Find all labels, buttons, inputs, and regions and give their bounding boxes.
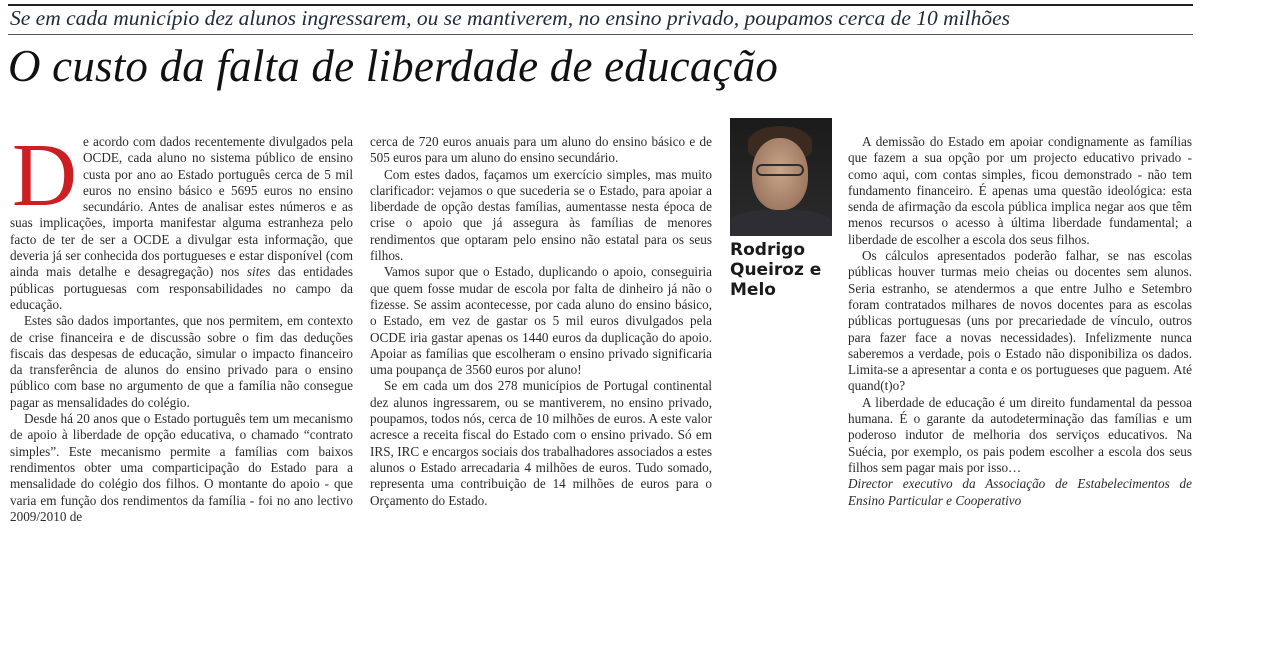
kicker-divider	[8, 34, 1193, 35]
paragraph: Se em cada um dos 278 municípios de Portugal continental dez alunos ingressarem, ou se mantiverem, no ensino privado, poupamos, todos nós, cerca de 10 milhões de euros. A este valor acresce a receita fiscal do Estado com o ensino privado. Só em IRS, IRC e encargos sociais dos trabalhadores associados a estes alunos o Estado arrecadaria 4 milhões de euros. Tudo somado, representa uma contribuição de 14 milhões de euros para o Orçamento do Estado.	[370, 378, 712, 508]
paragraph: Com estes dados, façamos um exercício simples, mas muito clarificador: vejamos o que sucederia se o Estado, para apoiar a liberdade de opção destas famílias, aumentasse nesta época de crise o apoio que já assegura às famílias de menores rendimentos que optaram pelo ensino não estatal para os seus filhos.	[370, 166, 712, 264]
paragraph: Estes são dados importantes, que nos permitem, em contexto de crise financeira e de discussão sobre o fim das deduções fiscais das despesas de educação, simular o impacto financeiro da transferência de alunos do ensino privado para o ensino público com base no argumento de que a família não consegue pagar as mensalidades do colégio.	[10, 313, 353, 410]
paragraph: A demissão do Estado em apoiar condignamente as famílias que fazem a sua opção por um projecto educativo privado - como aqui, com contas simples, ficou demonstrado - não tem fundamento financeiro. É apenas uma questão ideológica: esta senda de afirmação da escola pública implica negar aos que têm menos recursos o acesso à última liberdade fundamental; a liberdade de escolher a escola dos seus filhos.	[848, 134, 1192, 247]
photo-shoulders	[730, 210, 832, 236]
author-name-line: Melo	[730, 280, 776, 300]
photo-glasses	[756, 164, 804, 176]
author-name	[730, 240, 840, 300]
emphasis-text: sites	[246, 264, 271, 280]
paragraph: Os cálculos apresentados poderão falhar, se nas escolas públicas houver turmas meio cheias ou docentes sem alunos. Seria estranho, se atendermos a que entre Julho e Setembro foram contratados milhares de novos docentes para as escolas públicas portuguesas (uns por precariedade de vínculo, outros para fazer face a novas necessidades). Infelizmente nunca saberemos a verdade, pois o Estado não disponibiliza os dados. Limita-se a apresentar a conta e os portugueses que paguem. Até quand(t)o?	[848, 248, 1192, 394]
article-column-4	[848, 134, 1192, 509]
author-photo	[730, 118, 832, 236]
drop-cap: D	[12, 126, 77, 225]
paragraph: cerca de 720 euros anuais para um aluno do ensino básico e de 505 euros para um aluno do ensino secundário.	[370, 134, 712, 166]
article-kicker: Se em cada município dez alunos ingressarem, ou se mantiverem, no ensino privado, poupamos cerca de 10 milhões	[10, 6, 1010, 30]
author-name-line: Queiroz e	[730, 260, 822, 280]
article-column-2	[370, 134, 712, 509]
paragraph-text: e acordo com dados recentemente divulgados pela OCDE, cada aluno no sistema público de ensino custa por ano ao Estado português cerca de 5 mil euros no ensino básico e 5695 euros no ensino secundário. Antes de analisar estes números e as suas implicações, importa manifestar alguma estranheza pelo facto de ter de ser a OCDE a divulgar esta informação, que deveria já ser conhecida dos portugueses e estar disponível (com ainda mais detalhe e desagregação) nos	[10, 134, 353, 280]
paragraph: Desde há 20 anos que o Estado português tem um mecanismo de apoio à liberdade de opção educativa, o chamado “contrato simples”. Este mecanismo permite a famílias com baixos rendimentos obter uma comparticipação do Estado para a mensalidade do colégio dos filhos. O montante do apoio - que varia em função dos rendimentos da família - foi no ano lectivo 2009/2010 de	[10, 411, 353, 524]
article-headline: O custo da falta de liberdade de educação	[8, 41, 779, 91]
author-signature: Director executivo da Associação de Estabelecimentos de Ensino Particular e Cooperativo	[848, 476, 1192, 508]
paragraph-text: das entidades públicas portuguesas com responsabilidades no campo da educação.	[10, 264, 354, 312]
paragraph: Vamos supor que o Estado, duplicando o apoio, conseguiria que quem fosse mudar de escola por falta de dinheiro já não o fizesse. Se assim acontecesse, por cada aluno do ensino básico, o Estado, em vez de gastar os 5 mil euros divulgados pela OCDE iria gastar apenas os 1440 euros da duplicação do apoio. Apoiar as famílias que escolheram o ensino privado significaria uma poupança de 3560 euros por aluno!	[370, 264, 712, 378]
author-name-line: Rodrigo	[730, 240, 805, 260]
article-column-1	[10, 126, 354, 525]
paragraph: A liberdade de educação é um direito fundamental da pessoa humana. É o garante da autodeterminação das famílias e um poderoso indutor de melhoria dos serviços educativos. Na Suécia, por exemplo, os pais podem escolher a escola dos seus filhos sem pagar mais por isso…	[848, 394, 1192, 475]
